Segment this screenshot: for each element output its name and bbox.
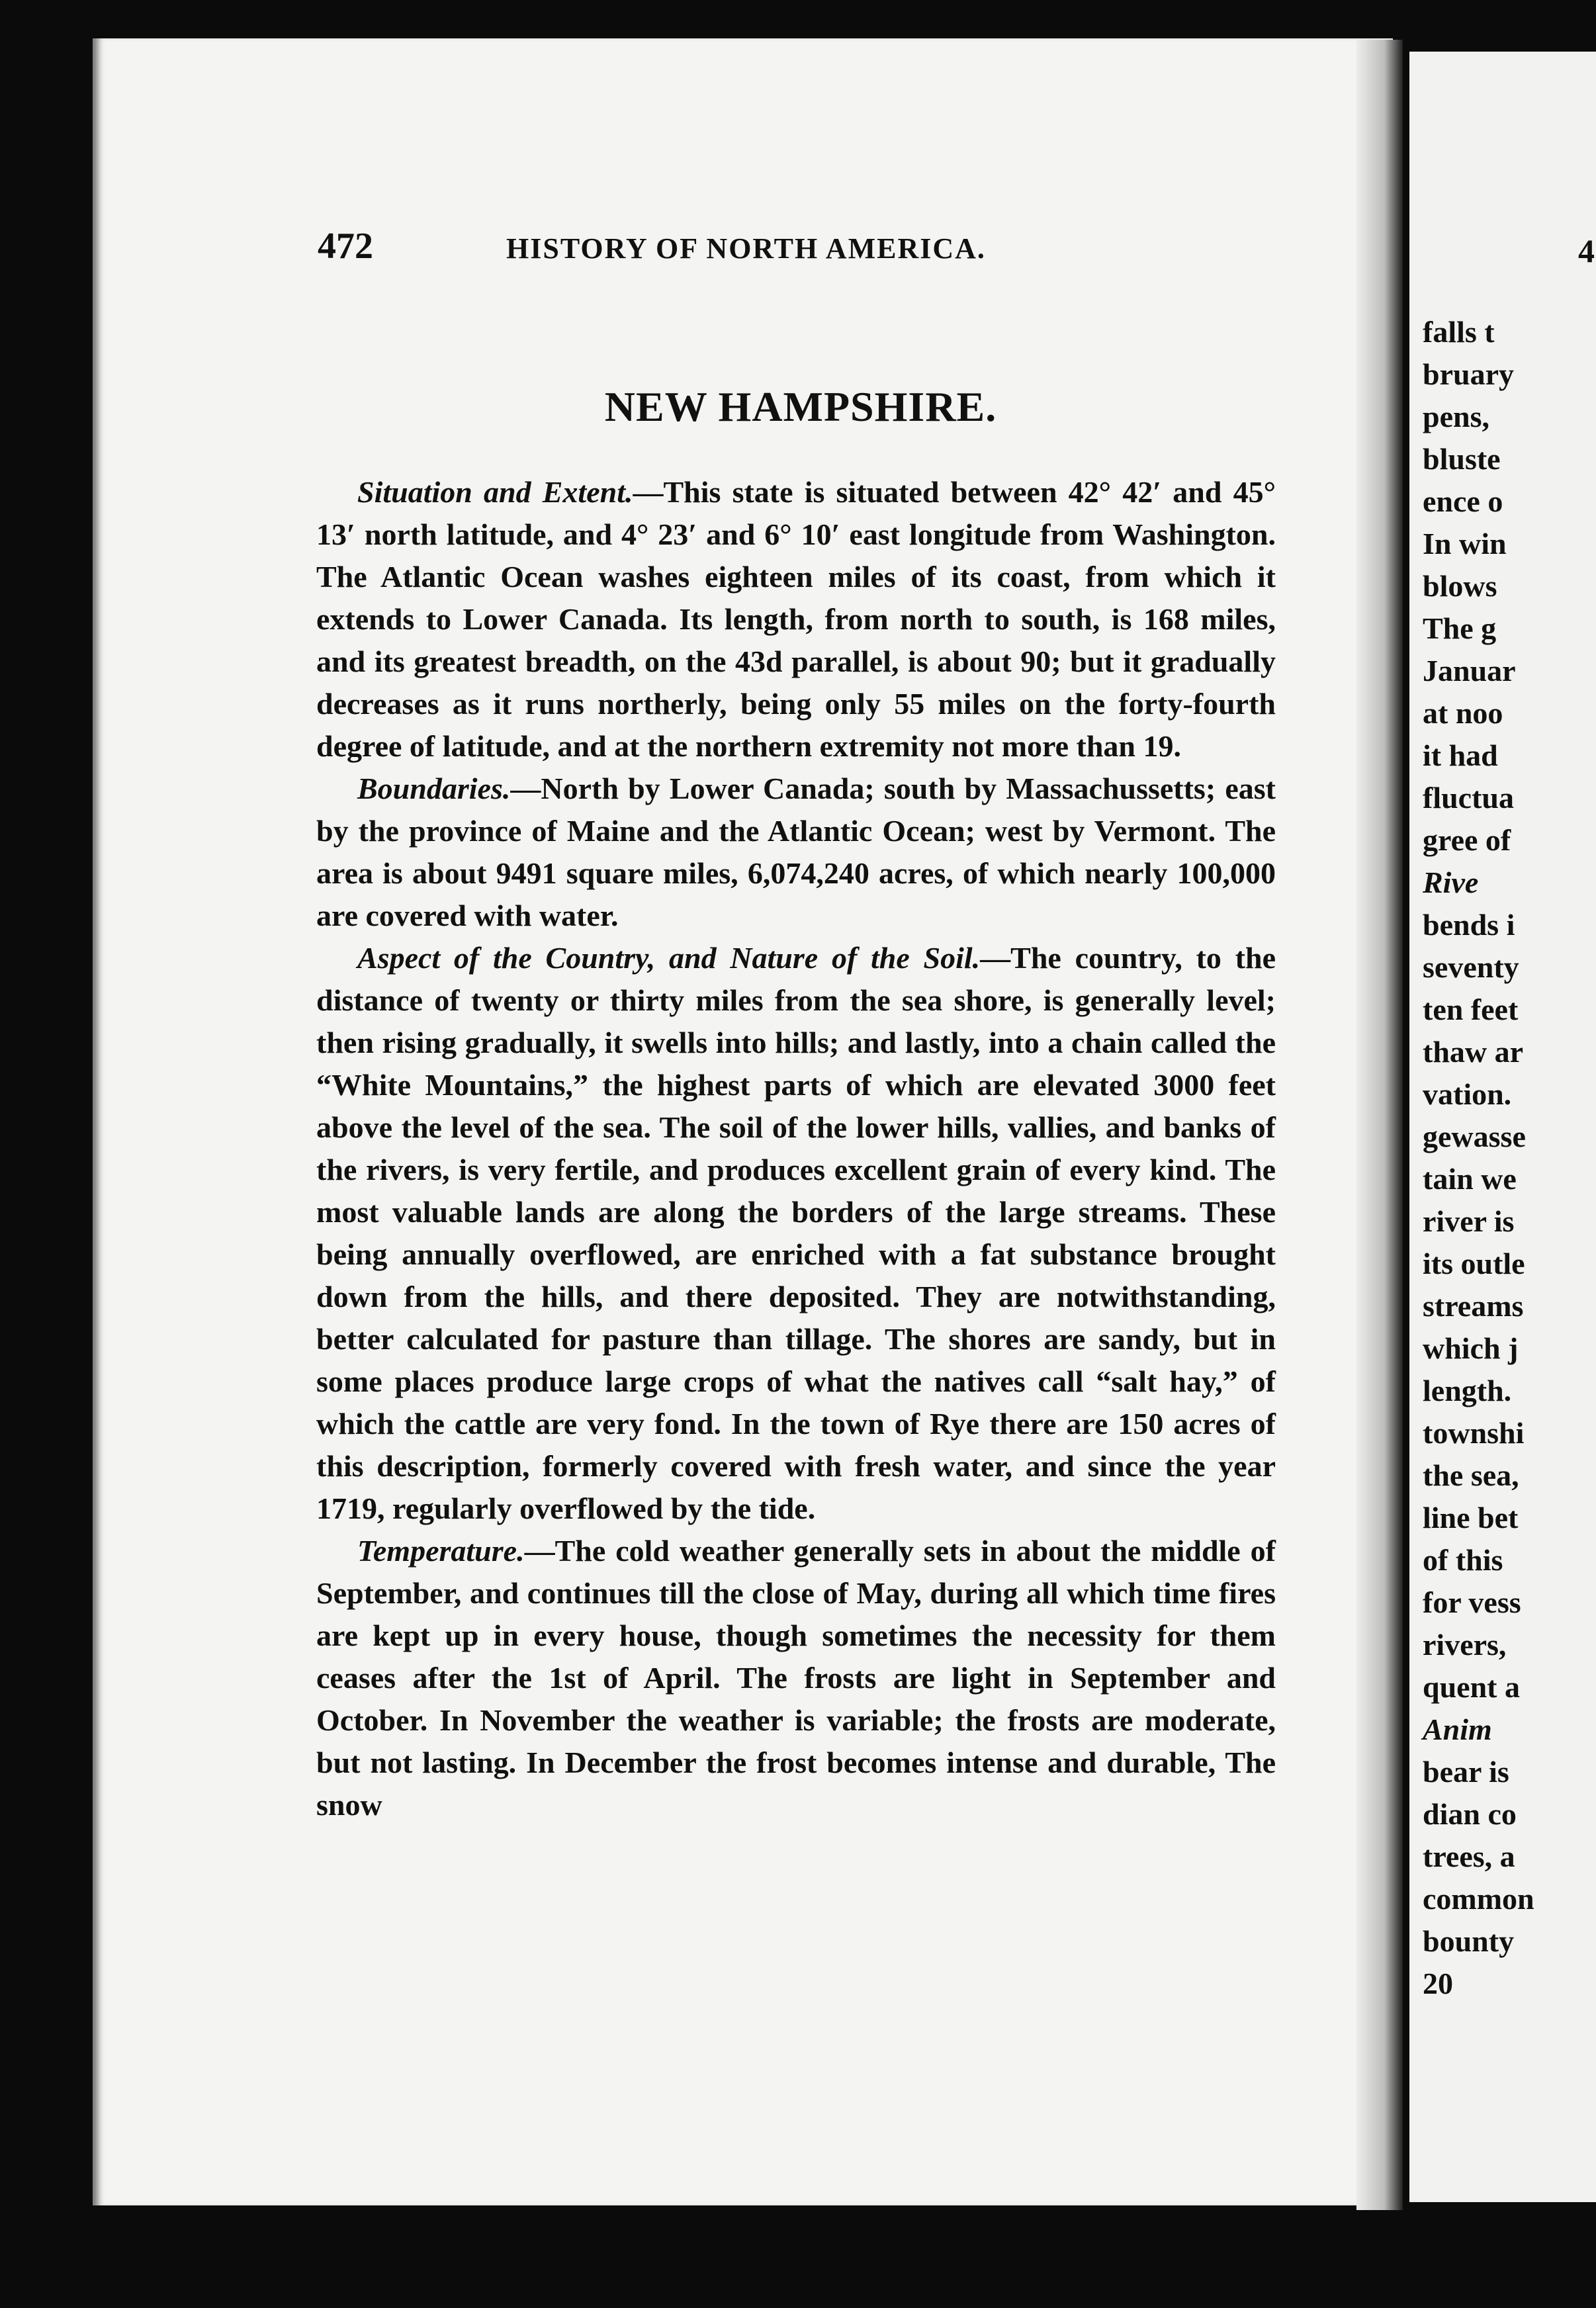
facing-page-corner-mark: 4: [1578, 232, 1595, 269]
facing-page-line: which j: [1423, 1331, 1519, 1365]
facing-page-line: ten feet: [1423, 993, 1519, 1026]
facing-page-line: vation.: [1423, 1077, 1512, 1111]
facing-page-line: tain we: [1423, 1162, 1517, 1196]
facing-page-line: Januar: [1423, 654, 1516, 688]
facing-page-line: its outle: [1423, 1247, 1525, 1280]
facing-page-line: streams: [1423, 1289, 1524, 1323]
section-text: —North by Lower Canada; south by Massachussetts; east by the province of Maine and the Atlantic Ocean; west by Vermont. The area is about 9491 square miles, 6,074,240 acres, of which nearly 100,000 are covered with water.: [316, 772, 1276, 932]
facing-page-line: falls t: [1423, 315, 1495, 349]
section-heading: Aspect of the Country, and Nature of the Soil.: [357, 941, 981, 975]
running-head: HISTORY OF NORTH AMERICA.: [506, 232, 986, 265]
section-aspect: [316, 937, 1276, 1530]
facing-page-line: for vess: [1423, 1585, 1521, 1619]
facing-page-line: quent a: [1423, 1670, 1520, 1704]
facing-page-line: at noo: [1423, 696, 1503, 730]
page-header: [318, 225, 1290, 278]
page-number: 472: [318, 226, 373, 267]
facing-page-line: fluctua: [1423, 781, 1514, 815]
facing-page-line: Rive: [1423, 866, 1479, 899]
section-heading: Temperature.: [357, 1534, 525, 1568]
facing-page-line: bends i: [1423, 908, 1515, 942]
book-gutter: [1356, 40, 1403, 2210]
facing-page-line: bluste: [1423, 442, 1501, 476]
facing-page-line: In win: [1423, 527, 1507, 560]
facing-page-line: thaw ar: [1423, 1035, 1524, 1069]
facing-page-line: of this: [1423, 1543, 1503, 1577]
facing-page-line: blows: [1423, 569, 1497, 603]
facing-page-line: it had: [1423, 738, 1498, 772]
facing-page-line: bear is: [1423, 1755, 1509, 1789]
facing-page-line: pens,: [1423, 400, 1489, 433]
facing-page-line: bounty: [1423, 1924, 1515, 1958]
facing-page-line: common: [1423, 1882, 1534, 1916]
facing-page-line: trees, a: [1423, 1840, 1515, 1873]
facing-page-line: Anim: [1423, 1712, 1492, 1746]
facing-page-line: rivers,: [1423, 1628, 1507, 1662]
section-heading: Boundaries.: [357, 772, 511, 805]
facing-page-line: 20: [1423, 1967, 1453, 2000]
facing-page-line: dian co: [1423, 1797, 1517, 1831]
facing-page-line: gree of: [1423, 823, 1511, 857]
facing-page-line: the sea,: [1423, 1458, 1519, 1492]
section-heading: Situation and Extent.: [357, 475, 633, 509]
facing-page-text: [1423, 311, 1596, 2005]
page-title: NEW HAMPSHIRE.: [604, 383, 997, 430]
facing-page-line: seventy: [1423, 950, 1519, 984]
facing-page-line: river is: [1423, 1204, 1515, 1238]
section-boundaries: [316, 768, 1276, 937]
facing-page-line: townshi: [1423, 1416, 1525, 1450]
facing-page-line: length.: [1423, 1374, 1512, 1407]
section-temperature: [316, 1530, 1276, 1826]
facing-page-line: The g: [1423, 611, 1497, 645]
section-situation: [316, 471, 1276, 768]
facing-page-line: gewasse: [1423, 1120, 1526, 1153]
section-text: —The country, to the distance of twenty or thirty miles from the sea shore, is generally level; then rising gradually, it swells into hills; and lastly, into a chain called the “White Mountains,” the highest parts of which are elevated 3000 feet above the level of the sea. The soil of the lower hills, vallies, and banks of the rivers, is very fertile, and produces excellent grain of every kind. The most valuable lands are along the borders of the large streams. These being annually overflowed, are enriched with a fat substance brought down from the hills, and there deposited. They are notwithstanding, better calculated for pasture than tillage. The shores are sandy, but in some places produce large crops of what the natives call “salt hay,” of which the cattle are very fond. In the town of Rye there are 150 acres of this description, formerly covered with fresh water, and since the year 1719, regularly overflowed by the tide.: [316, 941, 1276, 1525]
section-text: —This state is situated between 42° 42′ and 45° 13′ north latitude, and 4° 23′ and 6° 10′ east longitude from Washington. The Atlantic Ocean washes eighteen miles of its coast, from which it extends to Lower Canada. Its length, from north to south, is 168 miles, and its greatest breadth, on the 43d parallel, is about 90; but it gradually decreases as it runs northerly, being only 55 miles on the forty-fourth degree of latitude, and at the northern extremity not more than 19.: [316, 475, 1276, 763]
facing-page-line: bruary: [1423, 357, 1514, 391]
facing-page-line: line bet: [1423, 1501, 1519, 1534]
section-text: —The cold weather generally sets in about the middle of September, and continues till the close of May, during all which time fires are kept up in every house, though sometimes the necessity for them ceases after the 1st of April. The frosts are light in September and October. In November the weather is variable; the frosts are moderate, but not lasting. In December the frost becomes intense and durable, The snow: [316, 1534, 1276, 1822]
article-body: [316, 471, 1276, 1826]
facing-page-line: ence o: [1423, 484, 1503, 518]
